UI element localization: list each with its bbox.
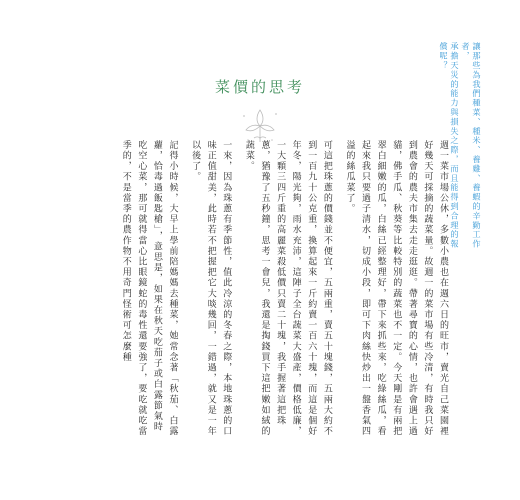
caption-line: 讓那些為我們種菜、種米、養雞、養蝦的辛勤工作者， [461, 42, 482, 249]
chapter-title: 菜價的思考 [214, 78, 305, 96]
article-body [60, 140, 450, 440]
paragraph: 可這把珠蔥的價錢並不便宜，五兩重，賣五十塊錢，五兩大約不到一百九十公克重，換算起來一斤約賣一百六十塊，而這是個好年冬，陽光夠，雨水充沛，這陣子全台蔬菜大盛產，價格低廉，一大顆三四斤重的高麗菜殺低價只賣二十塊，我手握著這把珠蔥，猶豫了五秒鐘，思考一會兒，我還是掏錢買下這把嫩如絨的蔬菜。 [243, 140, 332, 437]
paragraph: 記得小時候，大早上學前陪媽媽去種菜，她常念著「秋茄、白露蘿，恰毒過飯匙槍」，意思是，如果在秋天吃茄子或白露節氣時吃空心菜，那可就得當心比眼鏡蛇的毒性還要強了，要吃就吃當季的，不是當季的農作物不用奇門怪術可怎麼種 [120, 140, 178, 437]
caption-line: 承擔天災的能力與損失之際，而且能得到合理的報償呢？ [439, 42, 460, 249]
paragraph: 週一菜市場公休，多數小農也在週六日的旺市，賣光自己菜園裡好幾天可採摘的蔬菜量。故週一的菜市場有些冷清，有時我只好到農會的農夫市集去走走逛逛。帶著尋寶的心情，也許會遇上過貓，佛手瓜、秋葵等比較特別的蔬菜也不一定。今天剛是有兩把翠白細嫩的瓜，白絲已經整理好，帶下來抓些來，吃綠絲瓜，看起來我只要過子清水，切成小段，即可下肉絲快炒出一盤香氣四溢的絲瓜菜了。 [344, 140, 448, 437]
paragraph: 一來，因為珠蔥有季節性，值此冷涼的冬春之際，本地珠蔥的口味正值甜美，此時若不把握把它大啖幾回，一錯過，就又是一年以後了。 [190, 140, 232, 437]
